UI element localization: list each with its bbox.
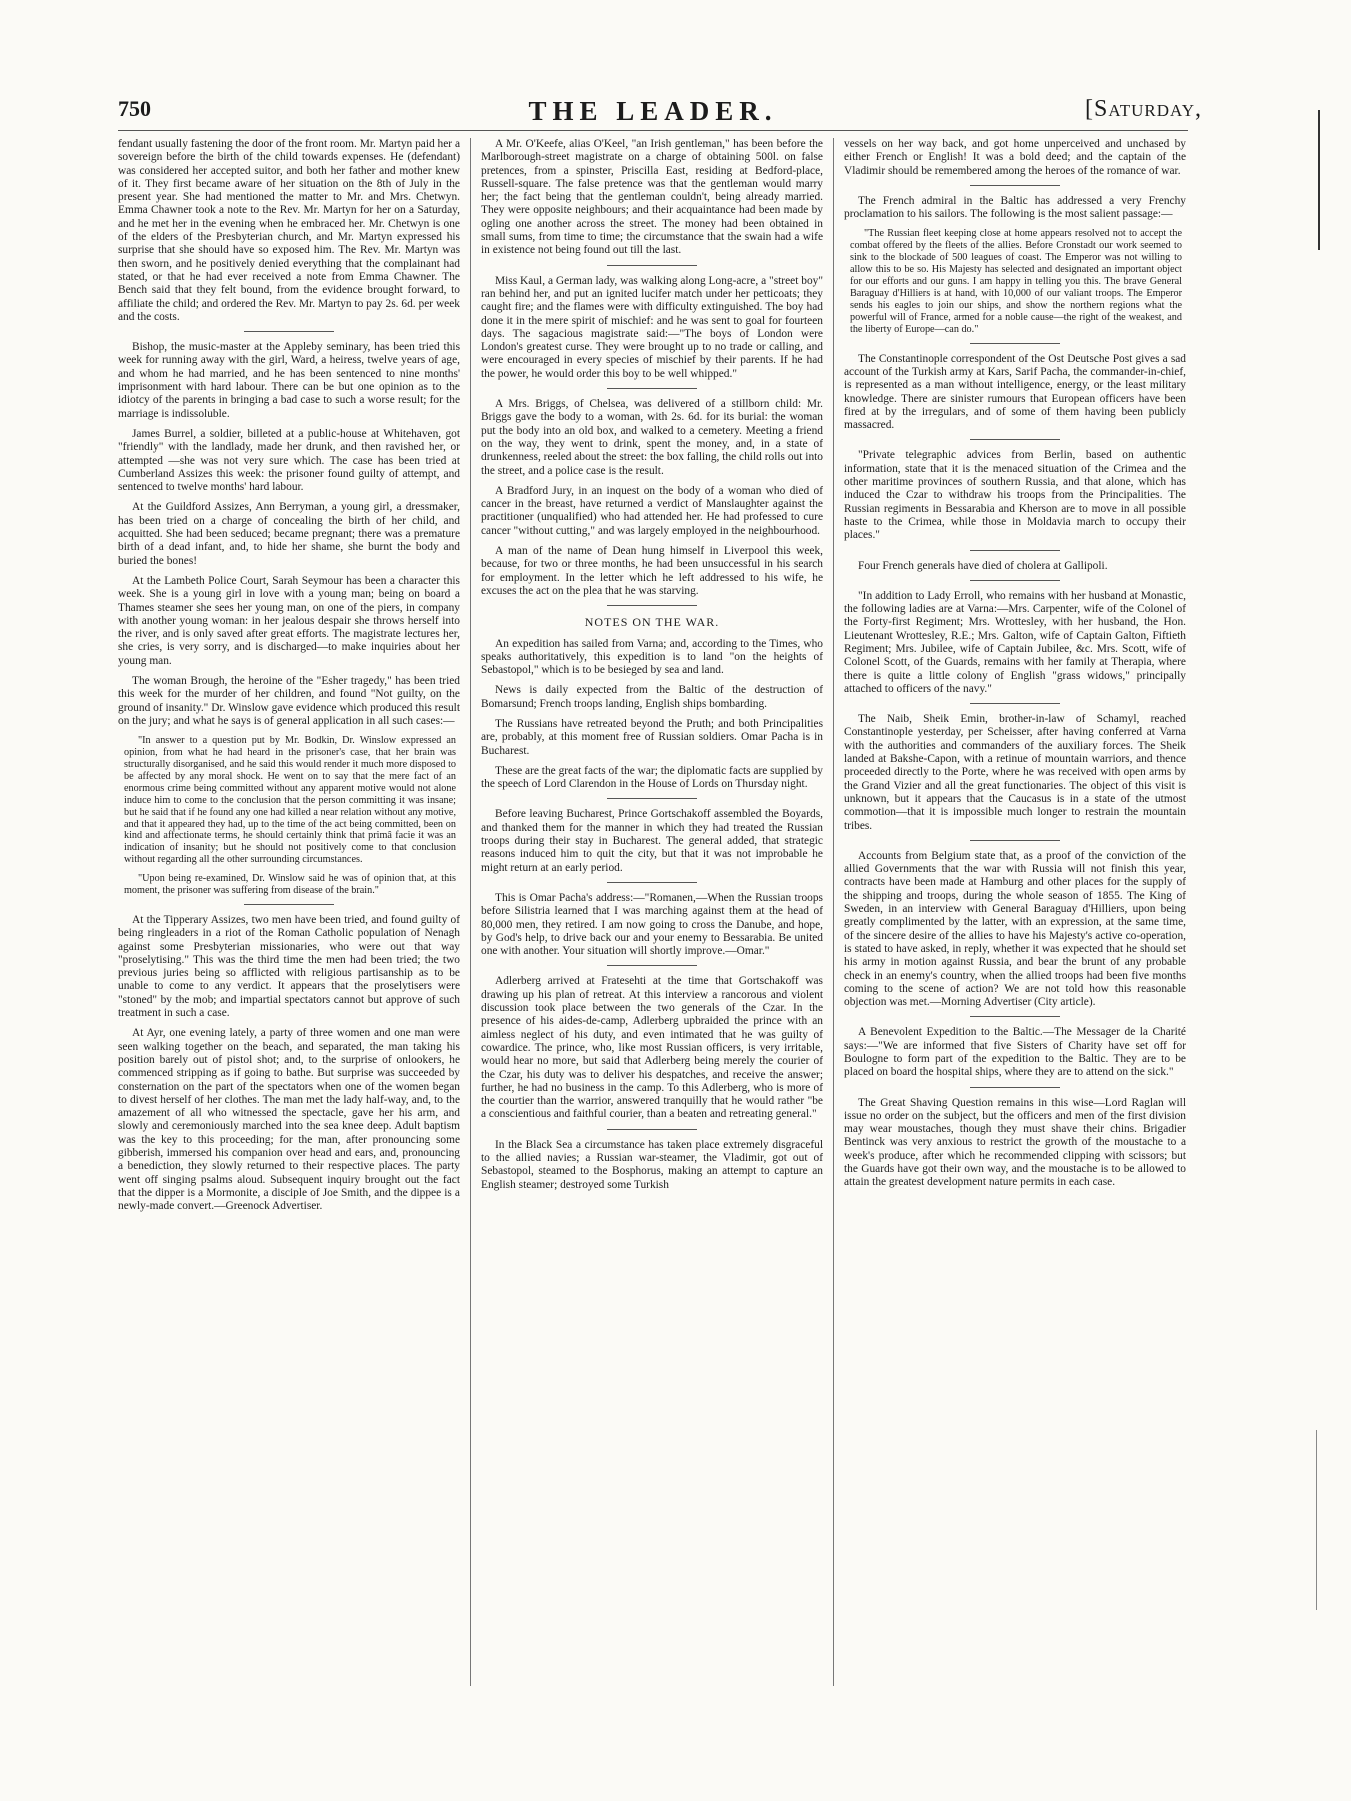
paragraph: At Ayr, one evening lately, a party of three women and one man were seen walking together on the beach, and separated, the man taking his position barely out of pistol shot; and, to the surprise of onlookers, he commenced stripping as if going to bathe. But surprise was succeeded by consternation on the part of the spectators when one of the women began to divest herself of her clothes. The man met the lady half-way, and, to the amazement of all who witnessed the spectacle, gave her his arm, and slowly and ceremoniously marched into the sea knee deep. Adult baptism was the key to this proceeding; for the man, after pronouncing some gibberish, immersed his companion over head and ears, and, pronouncing a benediction, they slowly returned to their respective places. The party went off singing psalms aloud. Subsequent inquiry brought out the fact that the dipper is a Mormonite, a disciple of Joe Smith, and the dippee is a newly-made convert.—Greenock Advertiser. — [118, 1027, 460, 1213]
column-rule — [470, 138, 471, 1686]
paragraph: In the Black Sea a circumstance has taken place extremely disgraceful to the allied navies; a Russian war-steamer, the Vladimir, got out of Sebastopol, steamed to the Bosphorus, making an attempt to capture an English steamer; destroyed some Turkish — [481, 1138, 823, 1191]
paragraph: "Private telegraphic advices from Berlin, based on authentic information, state that it is the menaced situation of the Crimea and the other maritime provinces of southern Russia, and that alone, which has induced the Czar to withdraw his troops from the Principalities. The Russian regiments in Bessarabia and Kherson are to move in all possible haste to the Crimea, while those in Moldavia march to occupy their places." — [844, 449, 1186, 542]
divider — [607, 882, 697, 883]
page-header — [118, 96, 1202, 131]
dateline: [Saturday, — [1084, 96, 1202, 122]
paragraph: The Constantinople correspondent of the Ost Deutsche Post gives a sad account of the Turkish army at Kars, Sarif Pacha, the commander-in-chief, is represented as a man without intelligence, energy, or the least military knowledge. There are sinister rumours that European officers have been fired at by the irregulars, and of some of them having been publicly massacred. — [844, 352, 1186, 432]
paragraph: A man of the name of Dean hung himself in Liverpool this week, because, for two or three months, he had been unsuccessful in his search for employment. In the letter which he left addressed to his wife, he excuses the act on the plea that he was starving. — [481, 545, 823, 597]
paragraph: At the Guildford Assizes, Ann Berryman, a young girl, a dressmaker, has been tried on a charge of concealing the birth of her child, and acquitted. She had been seduced; became pregnant; there was a premature birth of a dead infant, and, to hide her shame, she burnt the body and buried the bones! — [118, 501, 460, 567]
column-3 — [844, 138, 1186, 1716]
paragraph: Miss Kaul, a German lady, was walking along Long-acre, a "street boy" ran behind her, and put an ignited lucifer match under her petticoats; they caught fire; and the flames were with difficulty extinguished. The boy had done it in the mere spirit of mischief: and he was sent to goal for fourteen days. The sagacious magistrate said:—"The boys of London were London's greatest curse. They were brought up to no trade or calling, and were encouraged in every species of mischief by their parents. If he had the power, he would order this boy to be well whipped." — [481, 274, 823, 380]
paragraph: News is daily expected from the Baltic of the destruction of Bomarsund; French troops landing, English ships bombarding. — [481, 684, 823, 710]
divider — [970, 1016, 1060, 1017]
paragraph: A Benevolent Expedition to the Baltic.—The Messager de la Charité says:—"We are informed that five Sisters of Charity have set off for Boulogne to form part of the expedition to the Baltic. They are to be placed on board the hospital ships, where they are to attend on the sick." — [844, 1026, 1186, 1079]
scan-edge-mark — [1316, 1430, 1317, 1610]
divider — [970, 185, 1060, 186]
quote: "The Russian fleet keeping close at home appears resolved not to accept the combat offered by the fleets of the allies. Before Cronstadt our work seemed to sink to the blockade of 500 leagues of coast. The Emperor was not willing to allow this to be so. His Majesty has selected and designated an important object for our efforts and our guns. I am happy in telling you this. The brave General Baraguay d'Hilliers is at hand, with 10,000 of our valiant troops. The Emperor sends his eagles to join our ships, and show the northern regions what the powerful will of France, armed for a noble cause—the right of the weakest, and the liberty of Europe—can do." — [850, 228, 1182, 335]
paragraph: James Burrel, a soldier, billeted at a public-house at Whitehaven, got "friendly" with the landlady, made her drunk, and then ravished her, or attempted —she was not very sure which. The case has been tried at Cumberland Assizes this week: the prisoner found guilty of attempt, and sentenced to twelve months' hard labour. — [118, 427, 460, 494]
divider — [970, 703, 1060, 704]
divider — [970, 550, 1060, 551]
paragraph: Four French generals have died of cholera at Gallipoli. — [858, 559, 1108, 572]
paragraph: At the Tipperary Assizes, two men have been tried, and found guilty of being ringleaders in a riot of the Roman Catholic population of Nenagh against some Presbyterian missionaries, who were out that way "proselytising." This was the third time the men had been tried; the two previous juries being so afflicted with religious partisanship as to be unable to come to any verdict. It appears that the proselytisers were "stoned" by the mob; and impartial spectators cannot but approve of such treatment in such a case. — [118, 913, 460, 1020]
paragraph: The Russians have retreated beyond the Pruth; and both Principalities are, probably, at this moment free of Russian soldiers. Omar Pacha is in Bucharest. — [481, 717, 823, 757]
divider — [970, 439, 1060, 440]
quote: "Upon being re-examined, Dr. Winslow said he was of opinion that, at this moment, the prisoner was suffering from disease of the brain." — [124, 873, 456, 897]
quote: "In answer to a question put by Mr. Bodkin, Dr. Winslow expressed an opinion, from what he had heard in the prisoner's case, that her brain was structurally disorganised, and he said this would render it much more disposed to be affected by any moral shock. He went on to say that the mere fact of an enormous crime being committed without any apparent motive would not alone induce him to come to the conclusion that the person committing it was insane; but he said that if he found any one had killed a near relation without any motive, and that it appeared they had, up to the time of the act being committed, been on kind and affectionate terms, he should certainly think that primâ facie it was an indication of insanity; but he should not positively come to that conclusion without regarding all the other surrounding circumstances. — [124, 735, 456, 866]
newspaper-page — [118, 96, 1202, 1716]
column-1 — [118, 138, 460, 1716]
paragraph: An expedition has sailed from Varna; and, according to the Times, who speaks authoritatively, this expedition is to land "on the heights of Sebastopol," which is to be besieged by sea and land. — [481, 637, 823, 677]
column-rule — [833, 138, 834, 1686]
paragraph: fendant usually fastening the door of the front room. Mr. Martyn paid her a sovereign before the birth of the child towards expenses. He (defendant) was considered her accepted suitor, and both her father and mother knew of it. They first became aware of her situation on the 8th of July in the present year. She had mentioned the matter to Mr. and Mrs. Chetwyn. Emma Chawner took a note to the Rev. Mr. Martyn for her on a Saturday, and he met her in the evening when he embraced her. Mr. Chetwyn is one of the elders of the Presbyterian church, and Mr. Martyn expressed his surprise that she should have so exposed him. The Rev. Mr. Martyn was then sworn, and he positively denied everything that the complainant had stated, or that he had ever received a note from Emma Chawner. The Bench said that they felt bound, from the evidence brought forward, to affiliate the child; and ordered the Rev. Mr. Martyn to pay 2s. 6d. per week and the costs. — [118, 138, 460, 323]
paragraph: This is Omar Pacha's address:—"Romanen,—When the Russian troops before Silistria learned that I was marching against them at the head of 80,000 men, they retired. I am now going to cross the Danube, and hope, by God's help, to drive back our and your enemy to Bessarabia. Be united one with another. Your situation will shortly improve.—Omar." — [481, 891, 823, 958]
scan-edge-mark — [1318, 110, 1320, 250]
divider — [244, 904, 334, 905]
divider — [244, 331, 334, 332]
masthead: THE LEADER. — [528, 96, 778, 126]
divider — [607, 605, 697, 606]
divider — [970, 1087, 1060, 1088]
paragraph: A Mrs. Briggs, of Chelsea, was delivered of a stillborn child: Mr. Briggs gave the body to a woman, with 2s. 6d. for its burial: the woman put the body into an old box, and walked to a cemetery. Meeting a friend on the way, they went to drink, spent the money, and, in a state of drunkenness, reeled about the street: the box falling, the child rolls out into the street, and a police case is the result. — [481, 398, 823, 477]
column-2 — [481, 138, 823, 1716]
paragraph: The Naib, Sheik Emin, brother-in-law of Schamyl, reached Constantinople yesterday, per Scheisser, after having conferred at Varna with the authorities and commanders of the auxiliary forces. The Sheik landed at Bakshe-Capon, with a retinue of mountain warriors, and thence proceeded directly to the Porte, where he was received with open arms by the Grand Vizier and all the great functionaries. The object of this visit is unknown, but it appears that the Caucasus is in a state of the utmost commotion—that it is impossible much longer to restrain the mountain tribes. — [844, 713, 1186, 832]
section-heading: NOTES ON THE WAR. — [584, 615, 720, 630]
paragraph: The woman Brough, the heroine of the "Esher tragedy," has been tried this week for the murder of her children, and found "Not guilty, on the ground of insanity." Dr. Winslow gave evidence which produced this result on the jury; and what he says is of general application in all such cases:— — [118, 674, 460, 727]
divider — [970, 840, 1060, 841]
divider — [607, 1129, 697, 1130]
divider — [607, 388, 697, 389]
paragraph: At the Lambeth Police Court, Sarah Seymour has been a character this week. She is a young girl in love with a young man; being on board a Thames steamer she sees her young man, on one of the piers, in company with another young woman: in her jealous despair she throws herself into the river, and is only saved after great efforts. The magistrate lectures her, she cries, is very sorry, and is discharged—to make inquiries about her young man. — [118, 574, 460, 667]
divider — [607, 798, 697, 799]
divider — [607, 265, 697, 266]
divider — [607, 965, 697, 966]
paragraph: A Mr. O'Keefe, alias O'Keel, "an Irish gentleman," has been before the Marlborough-street magistrate on a charge of obtaining 500l. on false pretences, from a spinster, Priscilla East, residing at Bedford-place, Russell-square. The false pretence was that the gentleman would marry her; the fact being that the gentleman couldn't, being already married. They were opposite neighbours; and their acquaintance had been made by ogling one another across the street. The money had been obtained in small sums, from time to time; the circumstance that the swain had a wife in existence not being found out till the last. — [481, 138, 823, 257]
paragraph: The Great Shaving Question remains in this wise—Lord Raglan will issue no order on the subject, but the officers and men of the first division may wear moustaches, though they must shave their chins. Brigadier Bentinck was very anxious to restrict the growth of the moustache to a week's produce, after which he recommended clipping with scissors; but the Guards have got their own way, and the moustache is to be allowed to attain the greatest development nature permits in each case. — [844, 1096, 1186, 1189]
paragraph: These are the great facts of the war; the diplomatic facts are supplied by the speech of Lord Clarendon in the House of Lords on Thursday night. — [481, 764, 823, 791]
paragraph: Bishop, the music-master at the Appleby seminary, has been tried this week for running away with the girl, Ward, a heiress, twelve years of age, and whom he had married, and he has been sentenced to nine months' imprisonment with hard labour. There can be but one opinion as to the idiotcy of the parents in bringing a bad case to such a worse result; for the marriage is indissoluble. — [118, 341, 460, 420]
paragraph: Before leaving Bucharest, Prince Gortschakoff assembled the Boyards, and thanked them for the manner in which they had treated the Russian troops during their stay in Bucharest. The general added, that strategic reasons induced him to quit the city, but that it was not improbable he might return at an early period. — [481, 808, 823, 874]
page-number: 750 — [118, 96, 151, 121]
paragraph: "In addition to Lady Erroll, who remains with her husband at Monastic, the following ladies are at Varna:—Mrs. Carpenter, wife of the Colonel of the Forty-first Regiment; Mrs. Wrottesley, with her husband, the Hon. Lieutenant Wrottesley, R.E.; Mrs. Galton, wife of Captain Galton, Fiftieth Regiment; Mrs. Jubilee, wife of Captain Jubilee, &c. Mrs. Scott, wife of Colonel Scott, of the Guards, remains with her family at Therapia, where there is quite a little colony of English "grass widows," principally attached to officers of the navy." — [844, 589, 1186, 695]
paragraph: vessels on her way back, and got home unperceived and unchased by either French or English! It was a bold deed; and the captain of the Vladimir should be remembered among the heroes of the romance of war. — [844, 138, 1186, 177]
paragraph: The French admiral in the Baltic has addressed a very Frenchy proclamation to his sailors. The following is the most salient passage:— — [844, 194, 1186, 221]
divider — [970, 343, 1060, 344]
paragraph: Accounts from Belgium state that, as a proof of the conviction of the allied Governments that the war with Russia will not finish this year, contracts have been made at Hamburg and other places for the supply of the shipping and troops, during the whole season of 1855. The King of Sweden, in an interview with General Baraguay d'Hilliers, upon being greatly complimented by the latter, with an expression, at the same time, of the sincere desire of the allies to have his Majesty's active co-operation, is stated to have asked, in reply, whether it was expected that he should set his army in motion against Russia, and bear the brunt of any probable check in an enemy's country, when the allied troops had been five months coming to the scene of action? We are not told how this reasonable objection was met.—Morning Advertiser (City article). — [844, 849, 1186, 1009]
columns — [118, 138, 1188, 1716]
paragraph: A Bradford Jury, in an inquest on the body of a woman who died of cancer in the breast, have returned a verdict of Manslaughter against the practitioner (unqualified) who had attended her. He had professed to cure cancer "without cutting," and was largely employed in the neighbourhood. — [481, 484, 823, 537]
divider — [970, 580, 1060, 581]
paragraph: Adlerberg arrived at Fratesehti at the time that Gortschakoff was drawing up his plan of retreat. At this interview a rancorous and violent discussion took place between the two generals of the Czar. In the presence of his aides-de-camp, Adlerberg upbraided the prince with an aimless neglect of his duty, and even intimated that he was guilty of cowardice. The prince, who, like most Russian officers, is very irritable, would hear no more, but said that Adlerberg being merely the courier of the Czar, his duty was to deliver his despatches, and receive the answer; further, he had no business in the camp. To this Adlerberg, who is more of the courtier than the warrior, answered tranquilly that he would rather "be a conscientious and faithful courier, than a beaten and retreating general." — [481, 975, 823, 1121]
